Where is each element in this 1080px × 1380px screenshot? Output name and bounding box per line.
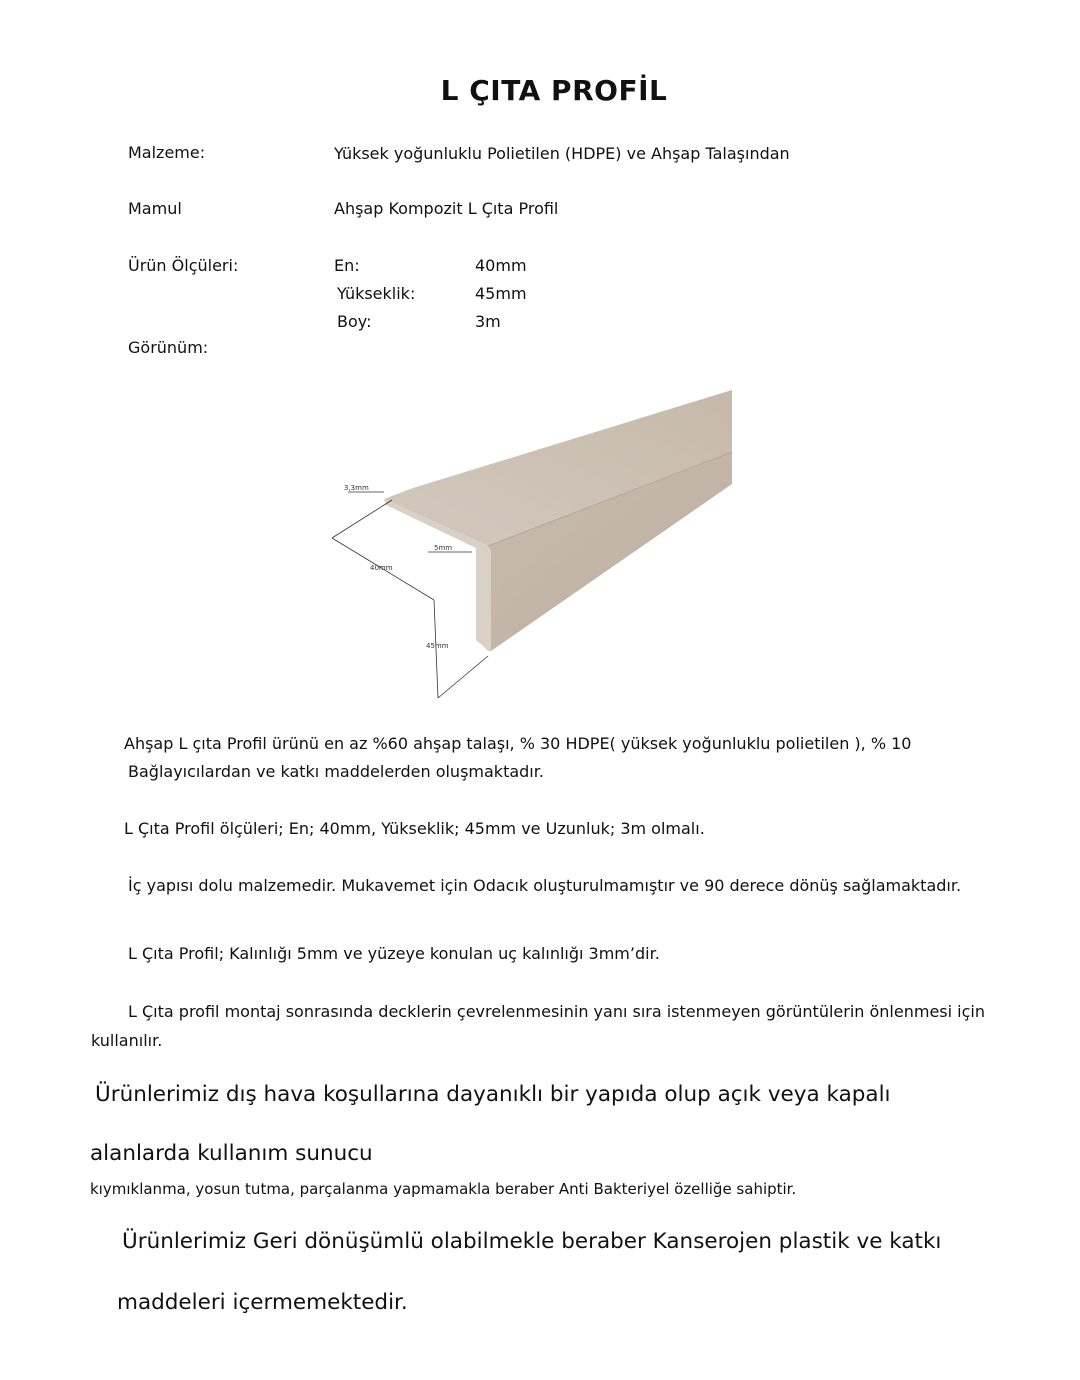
- product-label: Mamul: [128, 199, 182, 218]
- paragraph-composition-line1: Ahşap L çıta Profil ürünü en az %60 ahşap talaşı, % 30 HDPE( yüksek yoğunluklu polietilen ), % 10: [124, 734, 912, 753]
- dimensions-label: Ürün Ölçüleri:: [128, 256, 239, 275]
- paragraph-dimensions: L Çıta Profil ölçüleri; En; 40mm, Yükseklik; 45mm ve Uzunluk; 3m olmalı.: [124, 819, 705, 838]
- paragraph-durability-line1: Ürünlerimiz dış hava koşullarına dayanıklı bir yapıda olup açık veya kapalı: [95, 1082, 891, 1107]
- paragraph-structure: İç yapısı dolu malzemedir. Mukavemet için Odacık oluşturulmamıştır ve 90 derece dönüş sağlamaktadır.: [128, 876, 962, 895]
- paragraph-durability-line3: kıymıklanma, yosun tutma, parçalanma yapmamakla beraber Anti Bakteriyel özelliğe sahiptir.: [90, 1180, 797, 1198]
- thickness-dimension-label: 5mm: [434, 544, 453, 552]
- material-label: Malzeme:: [128, 143, 206, 162]
- paragraph-thickness: L Çıta Profil; Kalınlığı 5mm ve yüzeye konulan uç kalınlığı 3mm’dir.: [128, 944, 660, 963]
- appearance-label: Görünüm:: [128, 338, 209, 357]
- dimension-height-value: 45mm: [475, 284, 527, 303]
- dimension-width-value: 40mm: [475, 256, 527, 275]
- paragraph-usage-line2: kullanılır.: [91, 1031, 163, 1050]
- tip-thickness-label: 3,3mm: [344, 484, 369, 492]
- height-dimension-label: 45mm: [426, 642, 449, 650]
- paragraph-recyclable-line1: Ürünlerimiz Geri dönüşümlü olabilmekle beraber Kanserojen plastik ve katkı: [122, 1229, 942, 1254]
- width-dimension-label: 40mm: [370, 564, 393, 572]
- l-profile-svg: [328, 388, 738, 704]
- dimension-length-label: Boy:: [337, 312, 372, 331]
- dimension-length-value: 3m: [475, 312, 501, 331]
- dimension-width-label: En:: [334, 256, 360, 275]
- l-profile-drawing: [328, 388, 738, 704]
- dimension-height-label: Yükseklik:: [337, 284, 416, 303]
- paragraph-recyclable-line2: maddeleri içermemektedir.: [117, 1290, 408, 1315]
- material-value: Yüksek yoğunluklu Polietilen (HDPE) ve Ahşap Talaşından: [334, 144, 790, 163]
- paragraph-usage-line1: L Çıta profil montaj sonrasında decklerin çevrelenmesinin yanı sıra istenmeyen görüntülerin önlenmesi için: [128, 1002, 985, 1021]
- paragraph-composition-line2: Bağlayıcılardan ve katkı maddelerden oluşmaktadır.: [128, 762, 544, 781]
- page-title: L ÇITA PROFİL: [440, 74, 668, 107]
- product-value: Ahşap Kompozit L Çıta Profil: [334, 199, 559, 218]
- paragraph-durability-line2: alanlarda kullanım sunucu: [90, 1141, 373, 1166]
